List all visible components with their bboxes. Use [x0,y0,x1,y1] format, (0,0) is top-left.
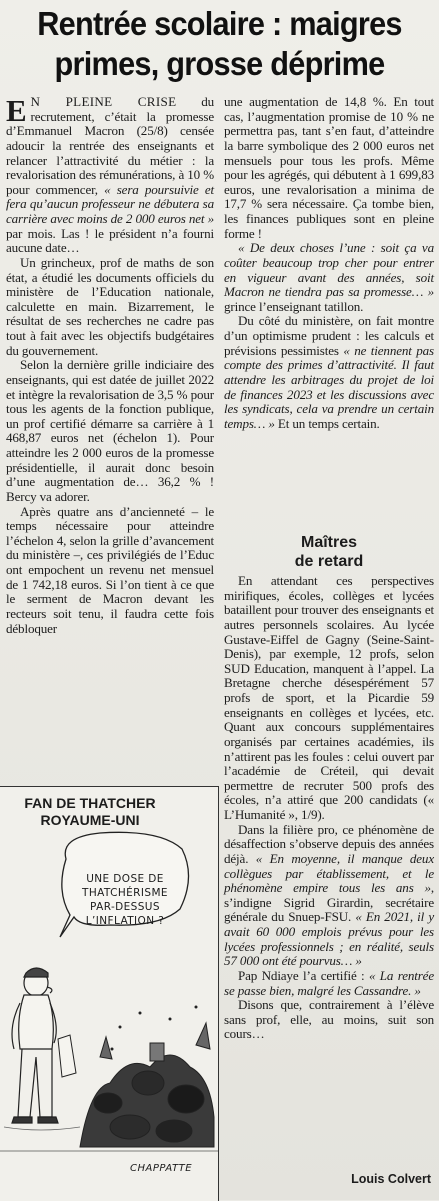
quote-text: « La rentrée se passe bien, malgré les Cassandre. » [224,967,435,998]
section-subheading [224,533,434,571]
paragraph [224,969,434,998]
text-run: du recrutement, c’était la promesse d’Emmanuel Macron (25/8) censée adoucir la rentrée des enseignants et relancer l’attractivité du métier : la revalorisation des rémunérations, à 10 % pour commencer, [6,94,215,197]
paragraph [224,241,434,314]
ground-shadow [4,1127,80,1130]
paragraph [224,314,434,431]
bubble-line-1: UNE DOSE DE [86,873,164,885]
paragraph: Selon la dernière grille indiciaire des enseignants, qui est datée de juillet 2022 et intègre la revalorisation de 3,5 % pour tous les agents de la fonction publique, un prof certifié démarre sa carrière à 1 468,87 euros net (échelon 1). Pour atteindre les 2 000 euros de la promesse présidentielle, il aurait donc besoin d’une augmentation de… 36,2 % ! Bercy va adorer. [6,357,214,504]
text-run: Pap Ndiaye l’a certifié : [238,967,369,983]
text-run: , s’indigne Sigrid Girardin, secrétaire générale du Snuep-FSU. [224,880,434,925]
paragraph-intro [6,95,214,256]
article-headline [15,4,423,84]
subheading-line-1: Maîtres [300,534,358,551]
headline-line-1: Rentrée scolaire : maigres [37,5,402,42]
cartoon-title-line-2: ROYAUME-UNI [40,812,140,828]
paragraph: Après quatre ans d’ancienneté – le temps nécessaire pour atteindre l’échelon 4, selon la grille d’avancement du ministère –, ces privilégiés de l’Educ ont empochent un revenu net mensuel de 1 742,18 euros. Si l’on tient à ce que le serment de Macron devant les recteurs soit tenu, il faudra cette fois débloquer [6,503,214,636]
headline-line-2: primes, grosse déprime [54,45,385,82]
article-column-1 [6,95,214,636]
quote-text: « En 2021, il y avait 60 000 emplois prévus pour les lycées professionnels ; en réalité, seuls 57 000 ont été pourvus… » [224,909,434,969]
text-run: Du côté du ministère, on fait montre d’un optimisme prudent : les calculs et prévisions pessimistes [224,313,434,358]
author-signature: Louis Colvert [351,1172,431,1186]
bag-object [58,1035,76,1077]
paragraph: Disons que, contrairement à l’élève sans prof, elle, au moins, suit son cours… [224,997,434,1042]
paragraph: Un grincheux, prof de maths de son état, a étudié les documents officiels du ministère de l’Education nationale, calculette en main. Bizarrement, le résultat de ses recherches ne cadre pas tout à fait avec les objectifs budgétaires du gouvernement. [6,254,214,358]
text-run: N PLEINE CRISE [30,94,177,109]
man-figure [12,968,58,1123]
cartoonist-signature: CHAPPATTE [130,1163,193,1174]
text-run: grince l’enseignant tatillon. [224,298,364,314]
quote-text: « De deux choses l’une : soit ça va coûter beaucoup trop cher pour entrer en vigueur avant des années, soit Macron ne tiendra pas sa promesse… » [224,240,434,300]
bubble-line-3: PAR-DESSUS [90,901,160,913]
speech-bubble-text [70,872,180,928]
text-run: par mois. Las ! le président n’a fourni aucune date… [6,225,214,256]
paragraph: En attendant ces perspectives mirifiques, écoles, collèges et lycées bataillent pour trouver des enseignants et autres personnels scolaires. Au lycée Gustave-Eiffel de Gagny (Seine-Saint-Denis), par exemple, 12 profs, selon SUD Education, manquent à l’appel. La Bretagne cherche désespérément 57 profs de sport, et la Picardie 59 enseignants en collèges et lycées, etc. Quant aux concours supplémentaires organisés par certaines académies, ils n’attirent pas les foules : celui ouvert par l’académie de Créteil, qui devait permettre de recruter 500 profs des écoles, n’a attiré que 200 candidats (« L’Humanité », 1/9). [224,573,434,822]
bubble-line-2: THATCHÉRISME [82,887,168,899]
drop-cap: E [6,93,27,128]
text-run: Et un temps certain. [274,415,380,431]
bubble-line-4: L’INFLATION ? [85,915,165,927]
paragraph [224,823,434,969]
quote-text: « sera poursuivie et fera qu’aucun professeur ne débutera sa carrière avec moins de 2 000 euros net » [6,181,214,226]
cartoon-drawing [0,787,218,1201]
trash-heap [80,1023,214,1147]
article-column-2-continued [224,574,434,1042]
quote-text: « En moyenne, il manque deux collègues par établissement, et le phénomène empire tous les ans » [224,850,434,896]
cartoon-title-line-1: FAN DE THATCHER [24,795,156,811]
paragraph: une augmentation de 14,8 %. En tout cas, l’augmentation promise de 10 % ne permettra pas, tant s’en faut, d’atteindre la barre symbolique des 2 000 euros net mensuels pour tous les profs. Même pour les agrégés, qui débutent à 1 699,83 euros, une revalorisation a minima de 17,7 % sera nécessaire. Ça tombe bien, les finances publiques sont en pleine forme ! [224,94,434,241]
text-run: Dans la filière pro, ce phénomène de désaffection s’observe depuis des années déjà. [224,821,434,866]
article-column-2 [224,95,434,431]
cartoon-panel [0,786,219,1201]
quote-text: « ne tiennent pas compte des primes d’attractivité. Il faut attendre les arbitrages du projet de loi de finances 2023 et les discussions avec les syndicats, cela va prendre un certain temps… » [224,342,434,431]
subheading-line-2: de retard [294,553,364,570]
